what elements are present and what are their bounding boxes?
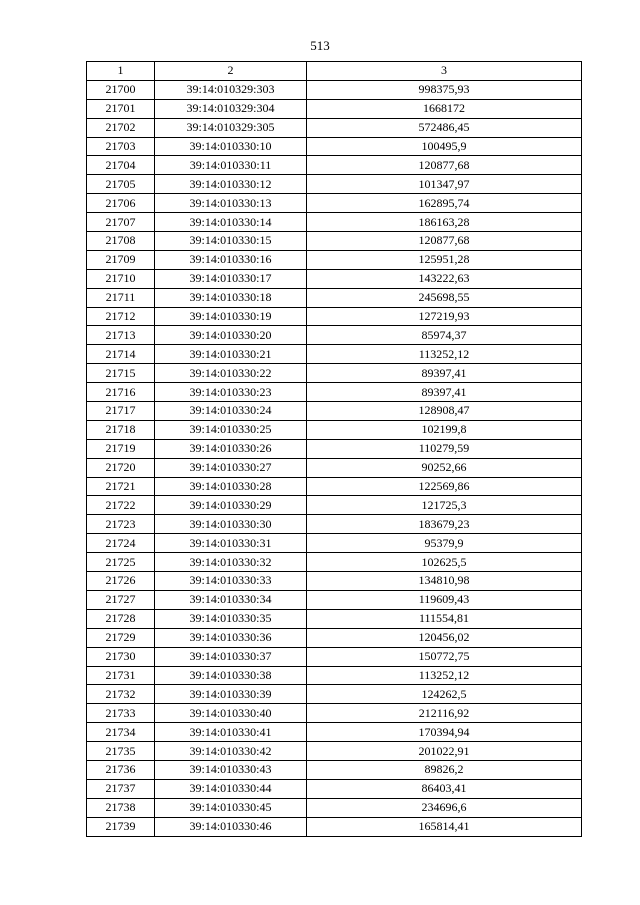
row-number-cell: 21720 [87,458,155,477]
value-cell: 122569,86 [307,477,582,496]
row-number-cell: 21719 [87,439,155,458]
table-row [87,213,582,232]
cadastral-number-cell: 39:14:010330:31 [155,534,307,553]
row-number-cell: 21739 [87,817,155,836]
table-row [87,420,582,439]
row-number-cell: 21726 [87,572,155,591]
row-number-cell: 21737 [87,779,155,798]
cadastral-number-cell: 39:14:010330:22 [155,364,307,383]
table-row [87,232,582,251]
value-cell: 119609,43 [307,590,582,609]
table-row [87,402,582,421]
cadastral-number-cell: 39:14:010330:25 [155,420,307,439]
row-number-cell: 21727 [87,590,155,609]
table-row [87,364,582,383]
row-number-cell: 21734 [87,723,155,742]
table-row [87,609,582,628]
table-row [87,439,582,458]
row-number-cell: 21706 [87,194,155,213]
value-cell: 183679,23 [307,515,582,534]
table-row [87,99,582,118]
cadastral-number-cell: 39:14:010330:15 [155,232,307,251]
table-body [87,62,582,837]
cadastral-number-cell: 39:14:010329:305 [155,118,307,137]
table-row [87,572,582,591]
value-cell: 85974,37 [307,326,582,345]
cadastral-number-cell: 39:14:010330:46 [155,817,307,836]
table-row [87,137,582,156]
row-number-cell: 21731 [87,666,155,685]
row-number-cell: 21733 [87,704,155,723]
value-cell: 186163,28 [307,213,582,232]
value-cell: 110279,59 [307,439,582,458]
cadastral-number-cell: 39:14:010330:40 [155,704,307,723]
table-row [87,118,582,137]
table-row [87,628,582,647]
cadastral-number-cell: 39:14:010330:24 [155,402,307,421]
cadastral-number-cell: 39:14:010330:42 [155,742,307,761]
value-cell: 120877,68 [307,156,582,175]
row-number-cell: 21736 [87,760,155,779]
table-row [87,326,582,345]
value-cell: 86403,41 [307,779,582,798]
row-number-cell: 21725 [87,553,155,572]
cadastral-number-cell: 39:14:010330:21 [155,345,307,364]
value-cell: 102199,8 [307,420,582,439]
table-row [87,307,582,326]
value-cell: 165814,41 [307,817,582,836]
value-cell: 998375,93 [307,80,582,99]
cadastral-number-cell: 39:14:010330:12 [155,175,307,194]
table-row [87,496,582,515]
value-cell: 212116,92 [307,704,582,723]
value-cell: 89397,41 [307,364,582,383]
cadastral-number-cell: 39:14:010330:14 [155,213,307,232]
cadastral-number-cell: 39:14:010330:28 [155,477,307,496]
cadastral-number-cell: 39:14:010330:26 [155,439,307,458]
value-cell: 90252,66 [307,458,582,477]
table-row [87,80,582,99]
value-cell: 170394,94 [307,723,582,742]
value-cell: 89397,41 [307,383,582,402]
row-number-cell: 21714 [87,345,155,364]
row-number-cell: 21703 [87,137,155,156]
table-row [87,779,582,798]
row-number-cell: 21705 [87,175,155,194]
cadastral-number-cell: 39:14:010330:39 [155,685,307,704]
value-cell: 111554,81 [307,609,582,628]
table-row [87,685,582,704]
column-header: 3 [307,62,582,81]
cadastral-number-cell: 39:14:010330:16 [155,250,307,269]
value-cell: 120456,02 [307,628,582,647]
value-cell: 124262,5 [307,685,582,704]
value-cell: 572486,45 [307,118,582,137]
table-row [87,534,582,553]
row-number-cell: 21724 [87,534,155,553]
row-number-cell: 21709 [87,250,155,269]
row-number-cell: 21711 [87,288,155,307]
row-number-cell: 21738 [87,798,155,817]
value-cell: 100495,9 [307,137,582,156]
data-table [86,61,582,837]
row-number-cell: 21729 [87,628,155,647]
cadastral-number-cell: 39:14:010330:13 [155,194,307,213]
table-row [87,742,582,761]
table-row [87,515,582,534]
cadastral-number-cell: 39:14:010330:37 [155,647,307,666]
table-row [87,590,582,609]
cadastral-number-cell: 39:14:010330:41 [155,723,307,742]
cadastral-number-cell: 39:14:010330:29 [155,496,307,515]
table-row [87,288,582,307]
table-row [87,269,582,288]
table-row [87,666,582,685]
table-row [87,156,582,175]
value-cell: 113252,12 [307,345,582,364]
cadastral-number-cell: 39:14:010330:32 [155,553,307,572]
row-number-cell: 21715 [87,364,155,383]
table-row [87,194,582,213]
page-number: 513 [310,38,330,53]
table-row [87,553,582,572]
value-cell: 1668172 [307,99,582,118]
row-number-cell: 21713 [87,326,155,345]
cadastral-number-cell: 39:14:010330:35 [155,609,307,628]
table-row [87,383,582,402]
cadastral-number-cell: 39:14:010330:45 [155,798,307,817]
table-header-row [87,62,582,81]
cadastral-number-cell: 39:14:010329:303 [155,80,307,99]
value-cell: 234696,6 [307,798,582,817]
value-cell: 162895,74 [307,194,582,213]
value-cell: 245698,55 [307,288,582,307]
cadastral-number-cell: 39:14:010330:27 [155,458,307,477]
cadastral-number-cell: 39:14:010330:10 [155,137,307,156]
cadastral-number-cell: 39:14:010330:34 [155,590,307,609]
cadastral-number-cell: 39:14:010330:11 [155,156,307,175]
row-number-cell: 21722 [87,496,155,515]
cadastral-number-cell: 39:14:010330:44 [155,779,307,798]
value-cell: 143222,63 [307,269,582,288]
row-number-cell: 21710 [87,269,155,288]
table-row [87,798,582,817]
value-cell: 201022,91 [307,742,582,761]
row-number-cell: 21718 [87,420,155,439]
value-cell: 89826,2 [307,760,582,779]
column-header: 2 [155,62,307,81]
table-row [87,817,582,836]
cadastral-number-cell: 39:14:010330:18 [155,288,307,307]
row-number-cell: 21712 [87,307,155,326]
row-number-cell: 21702 [87,118,155,137]
cadastral-number-cell: 39:14:010329:304 [155,99,307,118]
column-header: 1 [87,62,155,81]
row-number-cell: 21723 [87,515,155,534]
table-row [87,647,582,666]
value-cell: 150772,75 [307,647,582,666]
row-number-cell: 21704 [87,156,155,175]
value-cell: 102625,5 [307,553,582,572]
cadastral-number-cell: 39:14:010330:20 [155,326,307,345]
cadastral-number-cell: 39:14:010330:43 [155,760,307,779]
value-cell: 125951,28 [307,250,582,269]
row-number-cell: 21707 [87,213,155,232]
row-number-cell: 21700 [87,80,155,99]
cadastral-number-cell: 39:14:010330:38 [155,666,307,685]
row-number-cell: 21732 [87,685,155,704]
row-number-cell: 21735 [87,742,155,761]
table-row [87,723,582,742]
row-number-cell: 21730 [87,647,155,666]
table-row [87,704,582,723]
value-cell: 120877,68 [307,232,582,251]
value-cell: 134810,98 [307,572,582,591]
table-row [87,250,582,269]
value-cell: 101347,97 [307,175,582,194]
cadastral-number-cell: 39:14:010330:19 [155,307,307,326]
table-row [87,458,582,477]
value-cell: 121725,3 [307,496,582,515]
cadastral-number-cell: 39:14:010330:17 [155,269,307,288]
row-number-cell: 21716 [87,383,155,402]
row-number-cell: 21721 [87,477,155,496]
value-cell: 127219,93 [307,307,582,326]
cadastral-number-cell: 39:14:010330:23 [155,383,307,402]
table-row [87,477,582,496]
value-cell: 95379,9 [307,534,582,553]
row-number-cell: 21717 [87,402,155,421]
value-cell: 113252,12 [307,666,582,685]
row-number-cell: 21701 [87,99,155,118]
table-row [87,345,582,364]
row-number-cell: 21728 [87,609,155,628]
table-row [87,760,582,779]
cadastral-number-cell: 39:14:010330:36 [155,628,307,647]
cadastral-number-cell: 39:14:010330:33 [155,572,307,591]
table-row [87,175,582,194]
value-cell: 128908,47 [307,402,582,421]
row-number-cell: 21708 [87,232,155,251]
cadastral-number-cell: 39:14:010330:30 [155,515,307,534]
